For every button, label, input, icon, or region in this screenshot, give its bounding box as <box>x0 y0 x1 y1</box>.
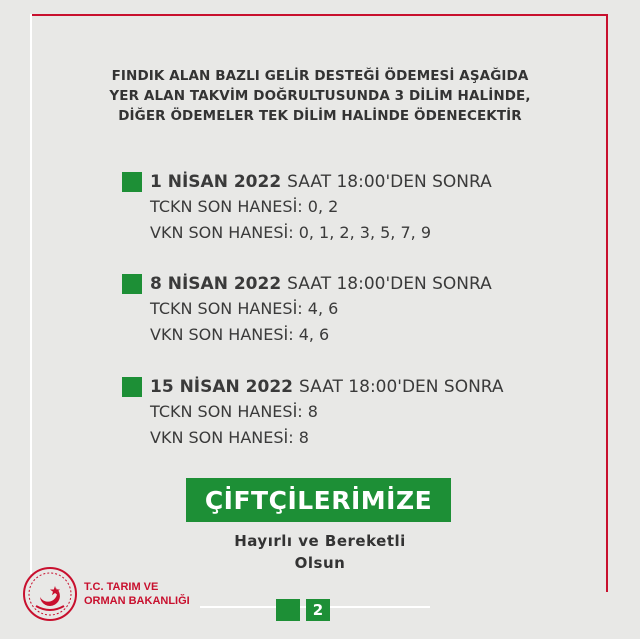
logo-line-1: T.C. TARIM VE <box>84 581 159 593</box>
schedule-date: 1 NİSAN 2022 <box>150 172 282 192</box>
schedule-item-2 <box>122 272 492 348</box>
ministry-logo <box>22 566 190 622</box>
schedule-vkn: VKN SON HANESİ: 8 <box>150 428 309 447</box>
frame-right-border <box>606 14 608 592</box>
schedule-item-3 <box>122 375 504 451</box>
schedule-tckn: TCKN SON HANESİ: 8 <box>150 402 318 421</box>
frame-top-border <box>30 14 608 16</box>
announcement-header <box>60 66 580 126</box>
page-indicator-square <box>276 599 300 621</box>
schedule-vkn: VKN SON HANESİ: 4, 6 <box>150 325 330 344</box>
schedule-time: SAAT 18:00'DEN SONRA <box>287 274 492 294</box>
schedule-tckn: TCKN SON HANESİ: 4, 6 <box>150 299 339 318</box>
header-line-2: YER ALAN TAKVİM DOĞRULTUSUNDA 3 DİLİM HALİNDE, <box>109 88 531 104</box>
wish-text <box>160 530 480 574</box>
wish-line-2: Olsun <box>294 554 346 572</box>
logo-line-2: ORMAN BAKANLIĞI <box>84 595 190 607</box>
farmers-banner: ÇİFTÇİLERİMİZE <box>186 478 451 522</box>
green-square-bullet-icon <box>122 377 142 397</box>
green-square-bullet-icon <box>122 274 142 294</box>
schedule-tckn: TCKN SON HANESİ: 0, 2 <box>150 197 339 216</box>
page-indicator <box>276 599 330 621</box>
schedule-time: SAAT 18:00'DEN SONRA <box>299 377 504 397</box>
header-line-3: DİĞER ÖDEMELER TEK DİLİM HALİNDE ÖDENECEKTİR <box>118 108 522 124</box>
page-number: 2 <box>306 599 330 621</box>
schedule-date: 15 NİSAN 2022 <box>150 377 293 397</box>
schedule-time: SAAT 18:00'DEN SONRA <box>287 172 492 192</box>
frame-left-border <box>30 14 32 574</box>
header-line-1: FINDIK ALAN BAZLI GELİR DESTEĞİ ÖDEMESİ AŞAĞIDA <box>111 68 529 84</box>
schedule-date: 8 NİSAN 2022 <box>150 274 282 294</box>
schedule-vkn: VKN SON HANESİ: 0, 1, 2, 3, 5, 7, 9 <box>150 223 431 242</box>
wish-line-1: Hayırlı ve Bereketli <box>234 532 406 550</box>
ministry-emblem-icon <box>22 566 78 622</box>
green-square-bullet-icon <box>122 172 142 192</box>
schedule-item-1 <box>122 170 492 246</box>
